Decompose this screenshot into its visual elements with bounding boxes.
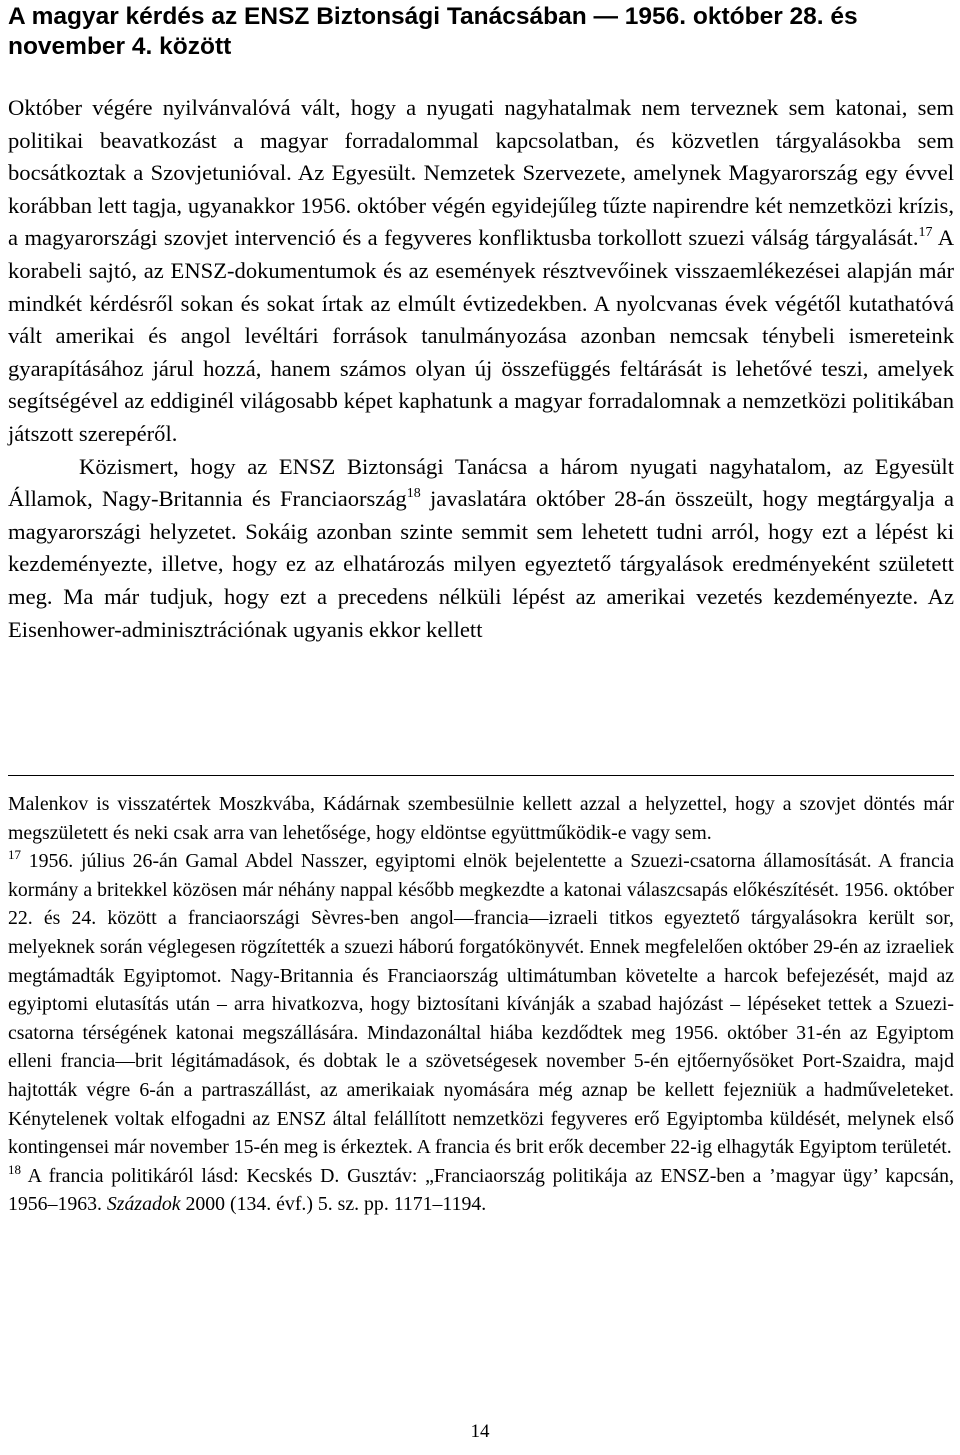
page-number: 14 [470, 1421, 490, 1442]
paragraph-2-text-a: Közismert, hogy az ENSZ Biztonsági Tanácsa a három nyugati nagyhatalom, az Egyesült Államok, Nagy-Britannia és Franciaország [8, 453, 954, 512]
page-title: A magyar kérdés az ENSZ Biztonsági Tanácsában — 1956. október 28. és november 4. között [8, 3, 858, 60]
footnote-17-text: 1956. július 26-án Gamal Abdel Nasszer, egyiptomi elnök bejelentette a Szuezi-csatorna államosítását. A francia kormány a britekkel közösen már néhány nappal később megkezdte a katonai válaszcsapás előkészítését. 1956. október 22. és 24. között a franciaországi Sèvres-ben angol—francia—izraeli titkos egyeztető tárgyalásokra került sor, melyeknek során véglegesen rögzítették a szuezi háború forgatókönyvét. Ennek megfelelően október 29-én az izraeliek megtámadták Egyiptomot. Nagy-Britannia és Franciaország ultimátumban követelte a harcok befejezését, majd az egyiptomi elutasítás után – arra hivatkozva, hogy biztosítani kívánják a szabad hajózást – lépéseket tettek a Szuezi-csatorna térségének katonai megszállására. Mindazonáltal hiába kezdődtek meg 1956. október 31-én az Egyiptom elleni francia—brit légitámadások, és dobtak le a szövetségesek november 5-én ejtőernyősöket Port-Szaidra, majd hajtották végre 6-án a partraszállást, az amerikaiak nyomására még aznap be kellett fejezniük a hadműveleteket. Kénytelenek voltak elfogadni az ENSZ által felállított nemzetközi fegyveres erő Egyiptomba küldését, melynek első kontingensei már november 15-én meg is érkeztek. A francia és brit erők december 22-ig elhagyták Egyiptom területét. [8, 850, 954, 1159]
footnote-17 [8, 847, 954, 1162]
footnote-17-number: 17 [8, 847, 21, 863]
paragraph-2 [8, 451, 954, 647]
body-text [8, 92, 954, 646]
footnote-ref-17[interactable]: 17 [918, 225, 933, 241]
paragraph-2-text-b: javaslatára október 28-án összeült, hogy megtárgyalja a magyarországi helyzetet. Sokáig azonban szinte semmit sem lehetett tudni arról, hogy ezt a lépést ki kezdeményezte, illetve, hogy ez az elhatározás milyen egyeztető tárgyalások eredményeként született meg. Ma már tudjuk, hogy ezt a precedens nélküli lépést az amerikai vezetés kezdeményezte. Az Eisenhower-adminisztrációnak ugyanis ekkor kellett [8, 486, 955, 642]
paragraph-1 [8, 92, 954, 451]
footnotes [8, 790, 954, 1219]
footnote-18-journal-title: Századok [106, 1193, 181, 1216]
paragraph-1-text-b: A korabeli sajtó, az ENSZ-dokumentumok és az események résztvevőinek visszaemlékezései alapján már mindkét kérdésről sokan és sokat írtak az elmúlt évtizedekben. A nyolcvanas évek végétől kutathatóvá vált amerikai és angol levéltári források tanulmányozása azonban nemcsak ténybeli ismereteink gyarapításához járul hozzá, hanem számos olyan új összefüggés feltárását is lehetővé teszi, amelyek segítségével az eddiginél világosabb képet kaphatunk a magyar forradalomnak a nemzetközi politikában játszott szerepéről. [8, 225, 955, 446]
footnote-ref-18[interactable]: 18 [406, 486, 421, 502]
footnote-18-number: 18 [8, 1161, 21, 1177]
footnote-18-text-a: A francia politikáról lásd: Kecskés D. Gusztáv: „Franciaország politikája az ENSZ-ben a ’magyar ügy’ kapcsán, 1956–1963. [8, 1164, 954, 1216]
paragraph-1-text-a: Október végére nyilvánvalóvá vált, hogy a nyugati nagyhatalmak nem terveznek sem katonai, sem politikai beavatkozást a magyar forradalommal kapcsolatban, és közvetlen tárgyalásokba sem bocsátkoztak a Szovjetunióval. Az Egyesült. Nemzetek Szervezete, amelynek Magyarország egy évvel korábban lett tagja, ugyanakkor 1956. október végén egyidejűleg tűzte napirendre két nemzetközi krízis, a magyarországi szovjet intervenció és a fegyveres konfliktusba torkollott szuezi válság tárgyalását. [8, 95, 954, 251]
footnote-18 [8, 1162, 954, 1219]
footnote-continuation: Malenkov is visszatértek Moszkvába, Kádárnak szembesülnie kellett azzal a helyzettel, hogy a szovjet döntés már megszületett és neki csak arra van lehetősége, hogy eldöntse együttműködik-e vagy sem. [8, 793, 954, 844]
footnote-separator [8, 775, 954, 776]
footnote-18-text-b: 2000 (134. évf.) 5. sz. pp. 1171–1194. [180, 1193, 487, 1216]
